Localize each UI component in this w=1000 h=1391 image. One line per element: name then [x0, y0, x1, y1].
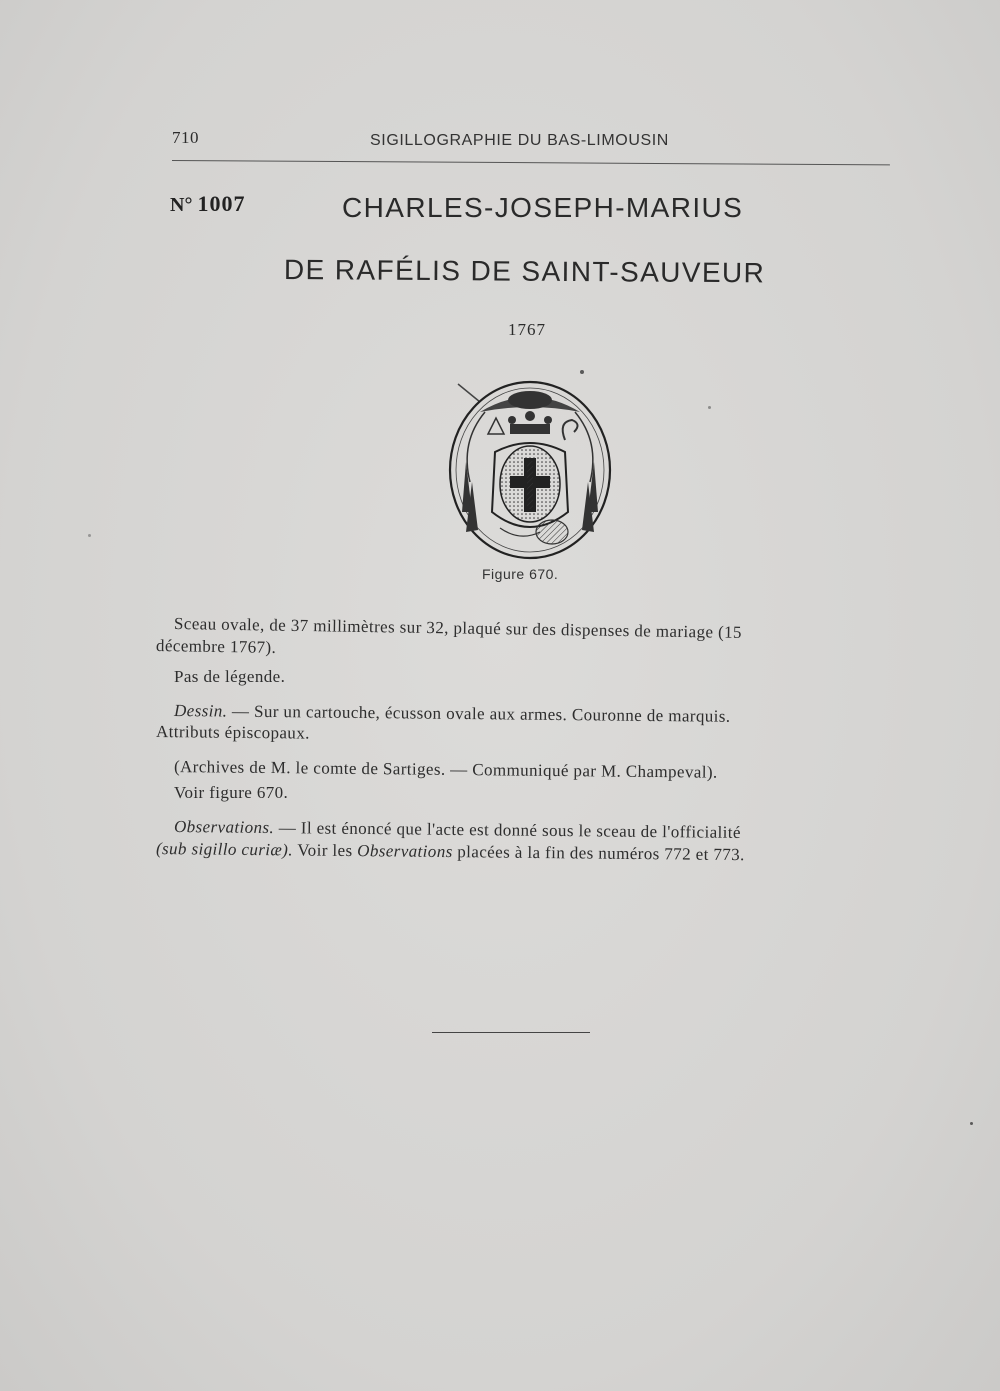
- p3-line2: Attributs épiscopaux.: [155, 722, 310, 743]
- running-title: SIGILLOGRAPHIE DU BAS-LIMOUSIN: [370, 132, 669, 149]
- paper-speck: [88, 534, 91, 537]
- seal-illustration: [440, 372, 616, 564]
- entry-title-line-2: DE RAFÉLIS DE SAINT-SAUVEUR: [283, 254, 766, 289]
- entry-title-line-1: CHARLES-JOSEPH-MARIUS: [342, 192, 744, 223]
- paper-speck: [970, 1122, 973, 1125]
- entry-year: 1767: [508, 320, 546, 339]
- paper-speck: [580, 370, 584, 374]
- paragraph-legend: [174, 667, 285, 686]
- paragraph-observations-cont: [156, 839, 745, 864]
- p4: (Archives de M. le comte de Sartiges. — Communiqué par M. Champeval).: [173, 757, 718, 782]
- p3-label: Dessin.: [173, 701, 228, 721]
- paragraph-drawing-cont: [156, 722, 310, 743]
- p6-ref: Observations: [357, 841, 453, 862]
- p2: Pas de légende.: [174, 667, 286, 686]
- p6-label: Observations.: [173, 817, 275, 838]
- p6-line1: — Il est énoncé que l'acte est donné sous le sceau de l'officialité: [274, 818, 742, 842]
- paragraph-description-cont: [156, 636, 277, 657]
- paragraph-see-figure: [174, 783, 288, 802]
- p3-line1: — Sur un cartouche, écusson ovale aux armes. Couronne de marquis.: [227, 701, 731, 726]
- figure-caption: Figure 670.: [482, 566, 559, 582]
- p1-line2: décembre 1767).: [155, 636, 277, 657]
- entry-number-prefix: N°: [170, 194, 193, 216]
- page-number: 710: [172, 128, 199, 147]
- p6-end: placées à la fin des numéros 772 et 773.: [452, 842, 745, 865]
- p6-latin: (sub sigillo curiæ).: [155, 839, 294, 860]
- paragraph-observations: [174, 817, 741, 842]
- paragraph-archives: [174, 757, 718, 782]
- p5: Voir figure 670.: [174, 783, 289, 802]
- entry-number-value: 1007: [197, 191, 246, 216]
- entry-number: [170, 191, 245, 217]
- stray-mark: [458, 384, 480, 402]
- mitre-icon: [488, 418, 504, 434]
- p1-line1: Sceau ovale, de 37 millimètres sur 32, plaqué sur des dispenses de mariage (15: [173, 614, 743, 642]
- p6-mid: Voir les: [292, 840, 358, 861]
- marquis-crown-icon: [508, 411, 552, 434]
- closing-rule: [432, 1032, 590, 1033]
- paper-speck: [708, 406, 711, 409]
- running-head: [172, 128, 890, 158]
- header-rule: [172, 160, 890, 165]
- crozier-icon: [563, 420, 578, 440]
